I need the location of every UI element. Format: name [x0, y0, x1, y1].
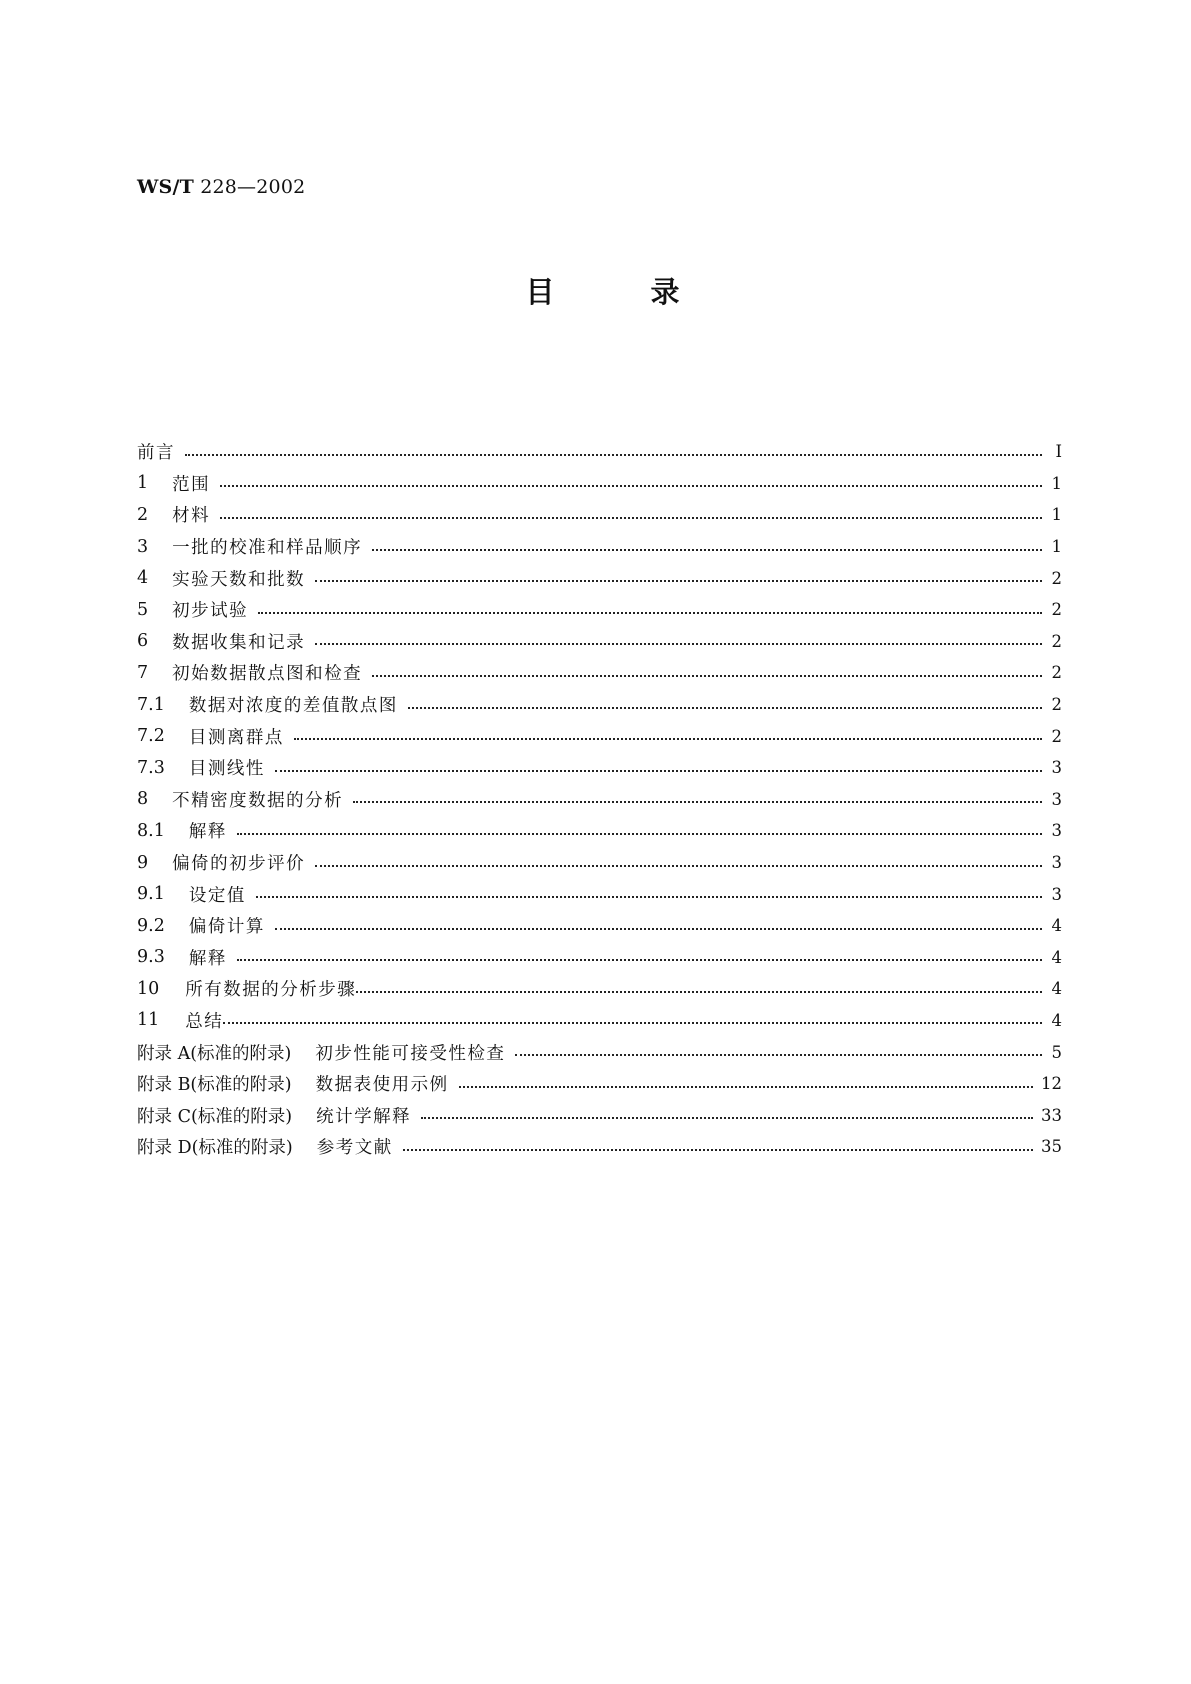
toc-page-number: 35: [1041, 1137, 1062, 1157]
toc-entry-9-3[interactable]: [137, 942, 1062, 974]
toc-entry-number: 7.1: [137, 694, 165, 715]
toc-leader-dots: [256, 896, 1042, 898]
toc-page-number: 2: [1051, 568, 1062, 588]
toc-entry-text: 初步性能可接受性检查: [315, 1043, 506, 1064]
toc-entry-text: 偏倚计算: [188, 917, 265, 938]
toc-leader-dots: [275, 770, 1042, 772]
toc-page-number: 1: [1051, 473, 1062, 493]
toc-page-number: 4: [1051, 916, 1062, 936]
toc-page-number: 5: [1051, 1042, 1062, 1062]
toc-page-number: 3: [1051, 884, 1062, 904]
toc-leader-dots: [356, 991, 1042, 993]
toc-entry-8[interactable]: [137, 784, 1062, 816]
toc-page-number: 2: [1051, 726, 1062, 746]
toc-entry-number: 2: [137, 504, 149, 525]
toc-page-number: 3: [1051, 789, 1062, 809]
toc-entry-number: 4: [137, 568, 149, 589]
toc-entry-text: 目测离群点: [188, 727, 284, 748]
toc-page-number: 33: [1041, 1105, 1062, 1125]
toc-leader-dots: [237, 833, 1042, 835]
toc-leader-dots: [258, 612, 1042, 614]
toc-entry-8-1[interactable]: [137, 815, 1062, 847]
toc-entry-number: 9.1: [137, 884, 165, 905]
toc-entry-text: 材料: [172, 506, 211, 527]
toc-entry-6[interactable]: [137, 626, 1062, 658]
toc-entry-number: 7.3: [137, 757, 165, 778]
toc-entry-7-1[interactable]: [137, 689, 1062, 721]
toc-entry-appendix-c[interactable]: [137, 1099, 1062, 1131]
toc-entry-number: 6: [137, 631, 149, 652]
toc-entry-3[interactable]: [137, 531, 1062, 563]
toc-entry-number: 附录 B(标准的附录): [137, 1075, 292, 1096]
toc-entry-text: 前言: [137, 443, 175, 464]
toc-entry-foreword[interactable]: [137, 436, 1062, 468]
toc-entry-1[interactable]: [137, 468, 1062, 500]
toc-page-number: 2: [1051, 600, 1062, 620]
toc-leader-dots: [315, 643, 1042, 645]
toc-leader-dots: [408, 707, 1042, 709]
toc-entry-number: 10: [137, 978, 160, 999]
toc-page-number: 3: [1051, 821, 1062, 841]
toc-leader-dots: [315, 580, 1042, 582]
toc-entry-text: 设定值: [188, 885, 246, 906]
toc-entry-7-3[interactable]: [137, 752, 1062, 784]
toc-title: 目录: [525, 275, 776, 309]
toc-entry-5[interactable]: [137, 594, 1062, 626]
toc-entry-text: 参考文献: [316, 1138, 393, 1159]
toc-entry-text: 初步试验: [172, 601, 249, 622]
toc-entry-text: 一批的校准和样品顺序: [172, 538, 363, 559]
toc-entry-9-1[interactable]: [137, 878, 1062, 910]
toc-leader-dots: [220, 485, 1042, 487]
toc-entry-10[interactable]: [137, 973, 1062, 1005]
toc-entry-appendix-a[interactable]: [137, 1036, 1062, 1068]
toc-entry-number: 7: [137, 662, 149, 683]
toc-page-number: 2: [1051, 631, 1062, 651]
toc-leader-dots: [237, 959, 1042, 961]
toc-leader-dots: [223, 1022, 1042, 1024]
toc-entry-text: 范围: [172, 474, 211, 495]
toc-entry-appendix-d[interactable]: [137, 1131, 1062, 1163]
toc-entry-text: 解释: [188, 948, 227, 969]
toc-entry-number: 11: [137, 1010, 160, 1031]
toc-page-number: 12: [1041, 1074, 1062, 1094]
toc-entry-number: 附录 D(标准的附录): [137, 1138, 293, 1159]
toc-leader-dots: [372, 549, 1042, 551]
toc-entry-9-2[interactable]: [137, 910, 1062, 942]
toc-entry-number: 8.1: [137, 820, 165, 841]
toc-page-number: 1: [1051, 537, 1062, 557]
toc-entry-9[interactable]: [137, 847, 1062, 879]
toc-page-number: 2: [1051, 663, 1062, 683]
toc-leader-dots: [403, 1149, 1033, 1151]
toc-entry-number: 9.3: [137, 947, 165, 968]
toc-entry-appendix-b[interactable]: [137, 1068, 1062, 1100]
toc-leader-dots: [353, 801, 1042, 803]
toc-entry-text: 目测线性: [188, 759, 265, 780]
toc-entry-number: 附录 A(标准的附录): [137, 1043, 292, 1064]
toc-leader-dots: [275, 928, 1042, 930]
toc-entry-text: 初始数据散点图和检查: [172, 664, 363, 685]
toc-leader-dots: [421, 1117, 1033, 1119]
toc-entry-text: 实验天数和批数: [172, 569, 306, 590]
toc-leader-dots: [515, 1054, 1042, 1056]
toc-entry-text: 总结: [185, 1011, 224, 1032]
toc-entry-text: 数据收集和记录: [172, 632, 306, 653]
toc-page-number: 4: [1051, 1010, 1062, 1030]
toc-leader-dots: [459, 1086, 1033, 1088]
toc-page-number: 4: [1051, 947, 1062, 967]
toc-page-number: 4: [1051, 979, 1062, 999]
toc-entry-7-2[interactable]: [137, 720, 1062, 752]
standard-prefix: WS/T: [137, 176, 194, 198]
table-of-contents: [137, 436, 1062, 1163]
toc-entry-text: 数据对浓度的差值散点图: [188, 696, 398, 717]
toc-entry-7[interactable]: [137, 657, 1062, 689]
toc-entry-text: 统计学解释: [316, 1106, 412, 1127]
toc-entry-2[interactable]: [137, 499, 1062, 531]
toc-page-number: 2: [1051, 695, 1062, 715]
toc-entry-number: 1: [137, 473, 149, 494]
toc-entry-number: 附录 C(标准的附录): [137, 1106, 293, 1127]
toc-entry-number: 7.2: [137, 726, 165, 747]
toc-entry-text: 解释: [188, 822, 227, 843]
toc-page-number: I: [1055, 442, 1062, 462]
toc-entry-number: 3: [137, 536, 149, 557]
toc-leader-dots: [185, 454, 1042, 456]
toc-entry-number: 9: [137, 852, 149, 873]
toc-leader-dots: [220, 517, 1042, 519]
toc-entry-text: 数据表使用示例: [315, 1075, 449, 1096]
standard-number: 228—2002: [200, 176, 306, 198]
toc-page-number: 3: [1051, 758, 1062, 778]
toc-entry-11[interactable]: [137, 1005, 1062, 1037]
toc-entry-4[interactable]: [137, 562, 1062, 594]
toc-page-number: 1: [1051, 505, 1062, 525]
toc-entry-number: 9.2: [137, 915, 165, 936]
toc-entry-text: 不精密度数据的分析: [172, 790, 344, 811]
toc-entry-number: 5: [137, 599, 149, 620]
toc-entry-text: 所有数据的分析步骤: [185, 980, 357, 1001]
toc-leader-dots: [315, 865, 1042, 867]
document-code: [137, 176, 305, 198]
toc-page-number: 3: [1051, 853, 1062, 873]
toc-leader-dots: [372, 675, 1042, 677]
toc-entry-number: 8: [137, 789, 149, 810]
toc-leader-dots: [294, 738, 1042, 740]
toc-entry-text: 偏倚的初步评价: [172, 854, 306, 875]
